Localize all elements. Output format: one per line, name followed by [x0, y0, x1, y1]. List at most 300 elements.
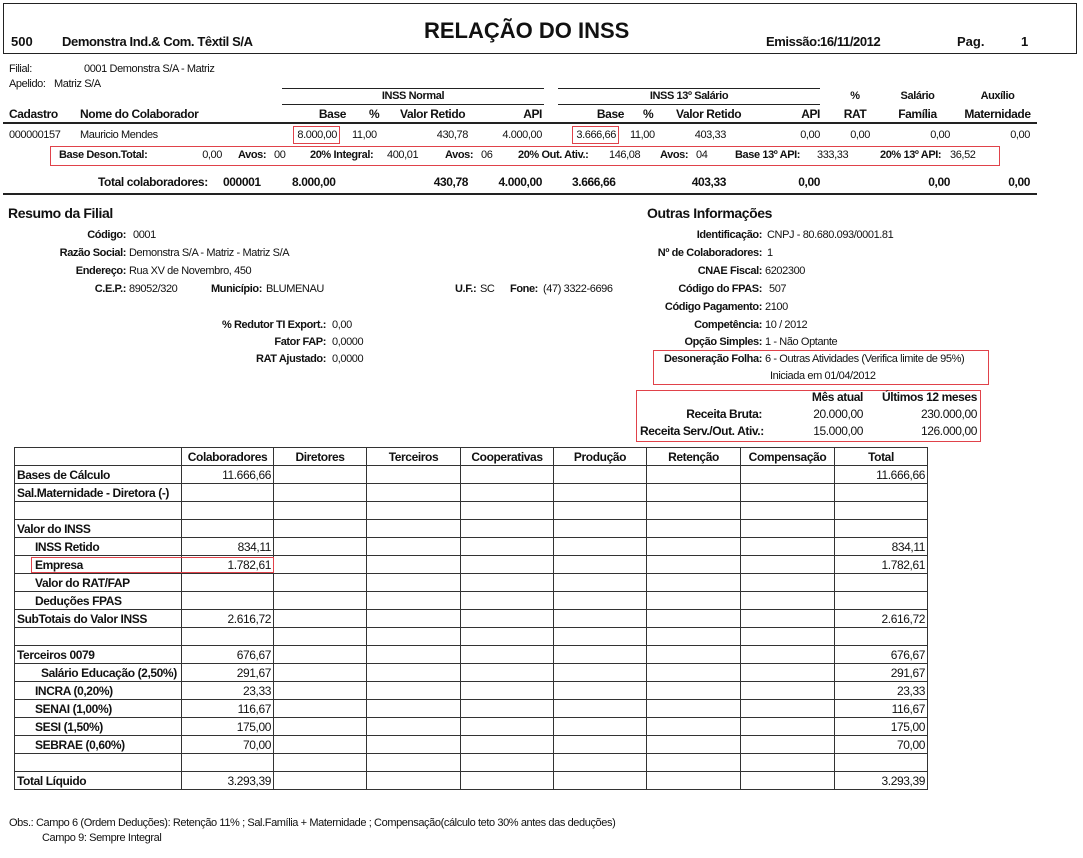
cell-cooperativas: [461, 592, 554, 610]
deson-base-value: 0,00: [202, 149, 222, 161]
cell-terceiros: [367, 610, 461, 628]
resumo-razao-label: Razão Social:: [59, 247, 126, 259]
outras-simples-value: 1 - Não Optante: [765, 336, 838, 348]
deson-avos3-value: 04: [696, 149, 708, 161]
cell-compensacao: [741, 664, 835, 682]
table-row: [15, 772, 928, 790]
outras-cnae-value: 6202300: [765, 265, 806, 277]
cell-cooperativas: [461, 682, 554, 700]
outras-fpas-label: Código do FPAS:: [678, 283, 762, 295]
cell-total: 116,67: [835, 700, 928, 718]
cell-total: [835, 502, 928, 520]
totals-valor-retido: 430,78: [433, 175, 468, 189]
outras-receita-serv-label: Receita Serv./Out. Ativ.:: [640, 424, 764, 438]
employee-api13: 0,00: [800, 129, 820, 141]
cell-retencao: [647, 646, 741, 664]
cell-total: 676,67: [835, 646, 928, 664]
cell-total: [835, 520, 928, 538]
deson-outativ-value: 146,08: [609, 149, 641, 161]
row-label: INCRA (0,20%): [15, 682, 182, 700]
cell-producao: [554, 484, 647, 502]
cell-cooperativas: [461, 556, 554, 574]
cell-terceiros: [367, 700, 461, 718]
col-api: API: [523, 107, 542, 121]
table-row: [15, 466, 928, 484]
cell-diretores: [274, 574, 367, 592]
cell-colaboradores: [182, 754, 274, 772]
resumo-codigo-value: 0001: [133, 229, 156, 241]
resumo-cep-label: C.E.P.:: [94, 283, 126, 295]
totals-valor-retido13: 403,33: [691, 175, 726, 189]
cell-cooperativas: [461, 574, 554, 592]
divider: [3, 122, 1037, 124]
cell-cooperativas: [461, 700, 554, 718]
employee-rat: 0,00: [850, 129, 870, 141]
cell-cooperativas: [461, 484, 554, 502]
resumo-redutor-value: 0,00: [332, 319, 352, 331]
cell-terceiros: [367, 556, 461, 574]
header-empty: [15, 448, 182, 466]
outras-fpas-value: 507: [769, 283, 787, 295]
col-base13: Base: [596, 107, 624, 121]
col-cadastro: Cadastro: [9, 107, 58, 121]
cell-compensacao: [741, 682, 835, 700]
col-rat-top: %: [850, 90, 860, 102]
col-salario-familia: Família: [898, 107, 937, 121]
cell-terceiros: [367, 754, 461, 772]
cell-retencao: [647, 664, 741, 682]
cell-diretores: [274, 664, 367, 682]
resumo-codigo-label: Código:: [87, 229, 126, 241]
table-row: [15, 574, 928, 592]
table-row: [15, 610, 928, 628]
cell-terceiros: [367, 592, 461, 610]
cell-total: 291,67: [835, 664, 928, 682]
col-api13: API: [801, 107, 820, 121]
summary-table: [14, 447, 928, 790]
deson-avos1-label: Avos:: [238, 149, 267, 161]
cell-producao: [554, 574, 647, 592]
cell-producao: [554, 556, 647, 574]
cell-retencao: [647, 736, 741, 754]
cell-diretores: [274, 502, 367, 520]
resumo-rat-label: RAT Ajustado:: [256, 353, 326, 365]
row-label: INSS Retido: [15, 538, 182, 556]
cell-retencao: [647, 754, 741, 772]
cell-colaboradores: 70,00: [182, 736, 274, 754]
company-code: 500: [11, 34, 33, 49]
cell-compensacao: [741, 538, 835, 556]
employee-valor-retido13: 403,33: [694, 129, 726, 141]
cell-retencao: [647, 682, 741, 700]
col-auxilio-top: Auxílio: [980, 90, 1015, 102]
totals-count: 000001: [223, 175, 261, 189]
cell-retencao: [647, 520, 741, 538]
cell-cooperativas: [461, 628, 554, 646]
cell-colaboradores: 676,67: [182, 646, 274, 664]
summary-header-row: [15, 448, 928, 466]
row-label: SEBRAE (0,60%): [15, 736, 182, 754]
col-valor-retido: Valor Retido: [400, 107, 466, 121]
row-label: [15, 502, 182, 520]
cell-cooperativas: [461, 466, 554, 484]
group-inss-13: INSS 13º Salário: [649, 90, 729, 102]
table-row-blank: [15, 754, 928, 772]
cell-retencao: [647, 628, 741, 646]
filial-label: Filial:: [9, 63, 32, 75]
cell-producao: [554, 664, 647, 682]
cell-retencao: [647, 466, 741, 484]
row-label: [15, 754, 182, 772]
cell-terceiros: [367, 502, 461, 520]
apelido-value: Matriz S/A: [54, 78, 101, 90]
cell-compensacao: [741, 646, 835, 664]
page-label: Pag.: [957, 34, 985, 49]
row-label: Deduções FPAS: [15, 592, 182, 610]
cell-compensacao: [741, 574, 835, 592]
cell-producao: [554, 628, 647, 646]
cell-terceiros: [367, 664, 461, 682]
cell-colaboradores: 175,00: [182, 718, 274, 736]
apelido-label: Apelido:: [9, 78, 46, 90]
cell-producao: [554, 610, 647, 628]
cell-retencao: [647, 502, 741, 520]
col-pct: %: [369, 107, 380, 121]
outras-receita-serv-12: 126.000,00: [920, 424, 977, 438]
cell-colaboradores: [182, 592, 274, 610]
totals-salario-familia: 0,00: [928, 175, 950, 189]
employee-nome: Mauricio Mendes: [80, 129, 158, 141]
deson-base13api-label: Base 13º API:: [735, 149, 801, 161]
cell-diretores: [274, 646, 367, 664]
cell-colaboradores: 2.616,72: [182, 610, 274, 628]
row-label: Salário Educação (2,50%): [15, 664, 182, 682]
header-compensacao: Compensação: [741, 448, 835, 466]
cell-diretores: [274, 466, 367, 484]
table-row: [15, 664, 928, 682]
group-inss-normal: INSS Normal: [381, 90, 445, 102]
row-label: Valor do INSS: [15, 520, 182, 538]
resumo-endereco-value: Rua XV de Novembro, 450: [129, 265, 252, 277]
resumo-endereco-label: Endereço:: [75, 265, 126, 277]
cell-total: 175,00: [835, 718, 928, 736]
filial-value: 0001 Demonstra S/A - Matriz: [84, 63, 215, 75]
cell-retencao: [647, 700, 741, 718]
outras-identificacao-value: CNPJ - 80.680.093/0001.81: [767, 229, 894, 241]
col-valor-retido13: Valor Retido: [676, 107, 742, 121]
col-rat: RAT: [843, 107, 867, 121]
row-label: Valor do RAT/FAP: [15, 574, 182, 592]
deson-pct13api-value: 36,52: [950, 149, 976, 161]
header-total: Total: [835, 448, 928, 466]
header-cooperativas: Cooperativas: [461, 448, 554, 466]
cell-colaboradores: [182, 574, 274, 592]
notes-line2: Campo 9: Sempre Integral: [42, 832, 162, 844]
report-title: RELAÇÃO DO INSS: [424, 18, 630, 43]
resumo-uf-value: SC: [480, 283, 495, 295]
table-row: [15, 484, 928, 502]
cell-compensacao: [741, 772, 835, 790]
cell-total: [835, 592, 928, 610]
outras-competencia-value: 10 / 2012: [765, 319, 808, 331]
outras-colaboradores-value: 1: [767, 247, 773, 259]
employee-pct13: 11,00: [630, 129, 655, 141]
cell-terceiros: [367, 646, 461, 664]
row-label: Bases de Cálculo: [15, 466, 182, 484]
outras-iniciada: Iniciada em 01/04/2012: [770, 370, 876, 382]
cell-total: [835, 484, 928, 502]
cell-producao: [554, 682, 647, 700]
employee-salario-familia: 0,00: [930, 129, 950, 141]
cell-compensacao: [741, 718, 835, 736]
totals-api13: 0,00: [798, 175, 820, 189]
cell-producao: [554, 754, 647, 772]
cell-compensacao: [741, 466, 835, 484]
deson-base-label: Base Deson.Total:: [59, 149, 148, 161]
cell-retencao: [647, 718, 741, 736]
cell-diretores: [274, 628, 367, 646]
cell-total: [835, 628, 928, 646]
cell-total: 2.616,72: [835, 610, 928, 628]
cell-diretores: [274, 538, 367, 556]
emission-label: Emissão:: [766, 34, 821, 49]
cell-producao: [554, 520, 647, 538]
deson-pct13api-label: 20% 13º API:: [880, 149, 942, 161]
cell-retencao: [647, 592, 741, 610]
row-label: Empresa: [15, 556, 182, 574]
resumo-fap-label: Fator FAP:: [274, 336, 326, 348]
cell-compensacao: [741, 484, 835, 502]
cell-retencao: [647, 538, 741, 556]
cell-total: 70,00: [835, 736, 928, 754]
outras-pagamento-label: Código Pagamento:: [664, 301, 762, 313]
outras-cnae-label: CNAE Fiscal:: [697, 265, 762, 277]
outras-identificacao-label: Identificação:: [696, 229, 762, 241]
row-label: SubTotais do Valor INSS: [15, 610, 182, 628]
cell-cooperativas: [461, 538, 554, 556]
cell-terceiros: [367, 574, 461, 592]
col-base: Base: [318, 107, 346, 121]
cell-terceiros: [367, 682, 461, 700]
cell-diretores: [274, 754, 367, 772]
cell-colaboradores: 291,67: [182, 664, 274, 682]
cell-terceiros: [367, 538, 461, 556]
cell-diretores: [274, 520, 367, 538]
divider: [282, 88, 544, 89]
cell-cooperativas: [461, 736, 554, 754]
cell-colaboradores: [182, 484, 274, 502]
deson-outativ-label: 20% Out. Ativ.:: [518, 149, 589, 161]
cell-producao: [554, 646, 647, 664]
cell-cooperativas: [461, 664, 554, 682]
table-row-blank: [15, 502, 928, 520]
totals-auxilio-maternidade: 0,00: [1008, 175, 1030, 189]
employee-valor-retido: 430,78: [436, 129, 468, 141]
cell-producao: [554, 772, 647, 790]
row-label: Sal.Maternidade - Diretora (-): [15, 484, 182, 502]
cell-total: 1.782,61: [835, 556, 928, 574]
cell-diretores: [274, 772, 367, 790]
header-colaboradores: Colaboradores: [182, 448, 274, 466]
cell-retencao: [647, 484, 741, 502]
cell-terceiros: [367, 718, 461, 736]
cell-diretores: [274, 682, 367, 700]
cell-terceiros: [367, 466, 461, 484]
resumo-rat-value: 0,0000: [332, 353, 364, 365]
cell-terceiros: [367, 736, 461, 754]
cell-colaboradores: 11.666,66: [182, 466, 274, 484]
col-auxilio-maternidade: Maternidade: [964, 107, 1031, 121]
cell-producao: [554, 700, 647, 718]
outras-ultimos-label: Últimos 12 meses: [882, 390, 977, 404]
totals-base13: 3.666,66: [572, 175, 616, 189]
cell-terceiros: [367, 520, 461, 538]
cell-total: [835, 574, 928, 592]
employee-api: 4.000,00: [502, 129, 542, 141]
col-salario-top: Salário: [900, 90, 935, 102]
totals-base: 8.000,00: [292, 175, 336, 189]
empresa-highlight-box: [31, 557, 274, 573]
cell-colaboradores: [182, 628, 274, 646]
cell-colaboradores: 834,11: [182, 538, 274, 556]
row-label: Total Líquido: [15, 772, 182, 790]
cell-compensacao: [741, 700, 835, 718]
resumo-fone-label: Fone:: [510, 283, 538, 295]
page-number: 1: [1021, 34, 1029, 49]
cell-producao: [554, 538, 647, 556]
cell-retencao: [647, 772, 741, 790]
row-label: [15, 628, 182, 646]
cell-compensacao: [741, 592, 835, 610]
cell-producao: [554, 466, 647, 484]
outras-desoneracao-value: 6 - Outras Atividades (Verifica limite de 95%): [765, 353, 965, 365]
table-row: [15, 646, 928, 664]
resumo-redutor-label: % Redutor TI Export.:: [221, 319, 326, 331]
header-terceiros: Terceiros: [367, 448, 461, 466]
row-label: SESI (1,50%): [15, 718, 182, 736]
totals-label: Total colaboradores:: [98, 175, 208, 189]
cell-total: [835, 754, 928, 772]
cell-producao: [554, 502, 647, 520]
cell-total: 11.666,66: [835, 466, 928, 484]
cell-terceiros: [367, 484, 461, 502]
cell-cooperativas: [461, 646, 554, 664]
outras-receita-bruta-12: 230.000,00: [920, 407, 977, 421]
table-row: [15, 592, 928, 610]
cell-colaboradores: 3.293,39: [182, 772, 274, 790]
cell-diretores: [274, 556, 367, 574]
header-producao: Produção: [554, 448, 647, 466]
cell-compensacao: [741, 502, 835, 520]
cell-compensacao: [741, 754, 835, 772]
table-row: [15, 538, 928, 556]
cell-colaboradores: 116,67: [182, 700, 274, 718]
cell-colaboradores: [182, 520, 274, 538]
col-pct13: %: [643, 107, 654, 121]
cell-compensacao: [741, 520, 835, 538]
cell-diretores: [274, 484, 367, 502]
cell-compensacao: [741, 628, 835, 646]
employee-pct: 11,00: [352, 129, 377, 141]
employee-base: 8.000,00: [297, 129, 337, 141]
divider: [558, 88, 820, 89]
employee-base13: 3.666,66: [576, 129, 616, 141]
outras-colaboradores-label: Nº de Colaboradores:: [657, 247, 762, 259]
deson-integral-value: 400,01: [387, 149, 419, 161]
cell-terceiros: [367, 628, 461, 646]
header-retencao: Retenção: [647, 448, 741, 466]
deson-integral-label: 20% Integral:: [310, 149, 374, 161]
table-row: [15, 682, 928, 700]
deson-avos3-label: Avos:: [660, 149, 689, 161]
resumo-fone-value: (47) 3322-6696: [543, 283, 613, 295]
cell-diretores: [274, 736, 367, 754]
cell-diretores: [274, 610, 367, 628]
outras-mes-atual-label: Mês atual: [811, 390, 863, 404]
totals-api: 4.000,00: [498, 175, 542, 189]
table-row-blank: [15, 628, 928, 646]
divider: [282, 104, 544, 105]
table-row: [15, 718, 928, 736]
outras-competencia-label: Competência:: [694, 319, 762, 331]
outras-desoneracao-label: Desoneração Folha:: [664, 353, 762, 365]
divider: [558, 104, 820, 105]
table-row: [15, 520, 928, 538]
cell-terceiros: [367, 772, 461, 790]
outras-simples-label: Opção Simples:: [684, 336, 762, 348]
cell-cooperativas: [461, 718, 554, 736]
resumo-uf-label: U.F.:: [455, 283, 477, 295]
outras-title: Outras Informações: [647, 205, 773, 221]
cell-colaboradores: 1.782,61: [182, 556, 274, 574]
outras-receita-bruta-label: Receita Bruta:: [686, 407, 762, 421]
employee-auxilio-maternidade: 0,00: [1010, 129, 1030, 141]
deson-base13api-value: 333,33: [817, 149, 849, 161]
deson-avos2-value: 06: [481, 149, 493, 161]
cell-compensacao: [741, 556, 835, 574]
cell-compensacao: [741, 610, 835, 628]
row-label: Terceiros 0079: [15, 646, 182, 664]
col-nome: Nome do Colaborador: [80, 107, 199, 121]
cell-compensacao: [741, 736, 835, 754]
outras-receita-bruta-mes: 20.000,00: [813, 407, 863, 421]
resumo-cep-value: 89052/320: [129, 283, 178, 295]
cell-cooperativas: [461, 610, 554, 628]
cell-producao: [554, 718, 647, 736]
cell-total: 23,33: [835, 682, 928, 700]
cell-total: 3.293,39: [835, 772, 928, 790]
header-diretores: Diretores: [274, 448, 367, 466]
cell-total: 834,11: [835, 538, 928, 556]
cell-colaboradores: 23,33: [182, 682, 274, 700]
emission-date: 16/11/2012: [820, 34, 881, 49]
cell-cooperativas: [461, 772, 554, 790]
table-row: [15, 736, 928, 754]
notes-line1: Obs.: Campo 6 (Ordem Deduções): Retenção 11% ; Sal.Família + Maternidade ; Compensação(cálculo teto 30% antes das deduções): [9, 817, 616, 829]
deson-avos1-value: 00: [274, 149, 286, 161]
resumo-municipio-label: Município:: [211, 283, 262, 295]
resumo-title: Resumo da Filial: [8, 205, 113, 221]
divider: [3, 193, 1037, 195]
cell-producao: [554, 736, 647, 754]
resumo-fap-value: 0,0000: [332, 336, 364, 348]
cell-diretores: [274, 700, 367, 718]
employee-cadastro: 000000157: [9, 129, 61, 141]
cell-retencao: [647, 574, 741, 592]
cell-retencao: [647, 610, 741, 628]
cell-cooperativas: [461, 520, 554, 538]
table-row: [15, 700, 928, 718]
